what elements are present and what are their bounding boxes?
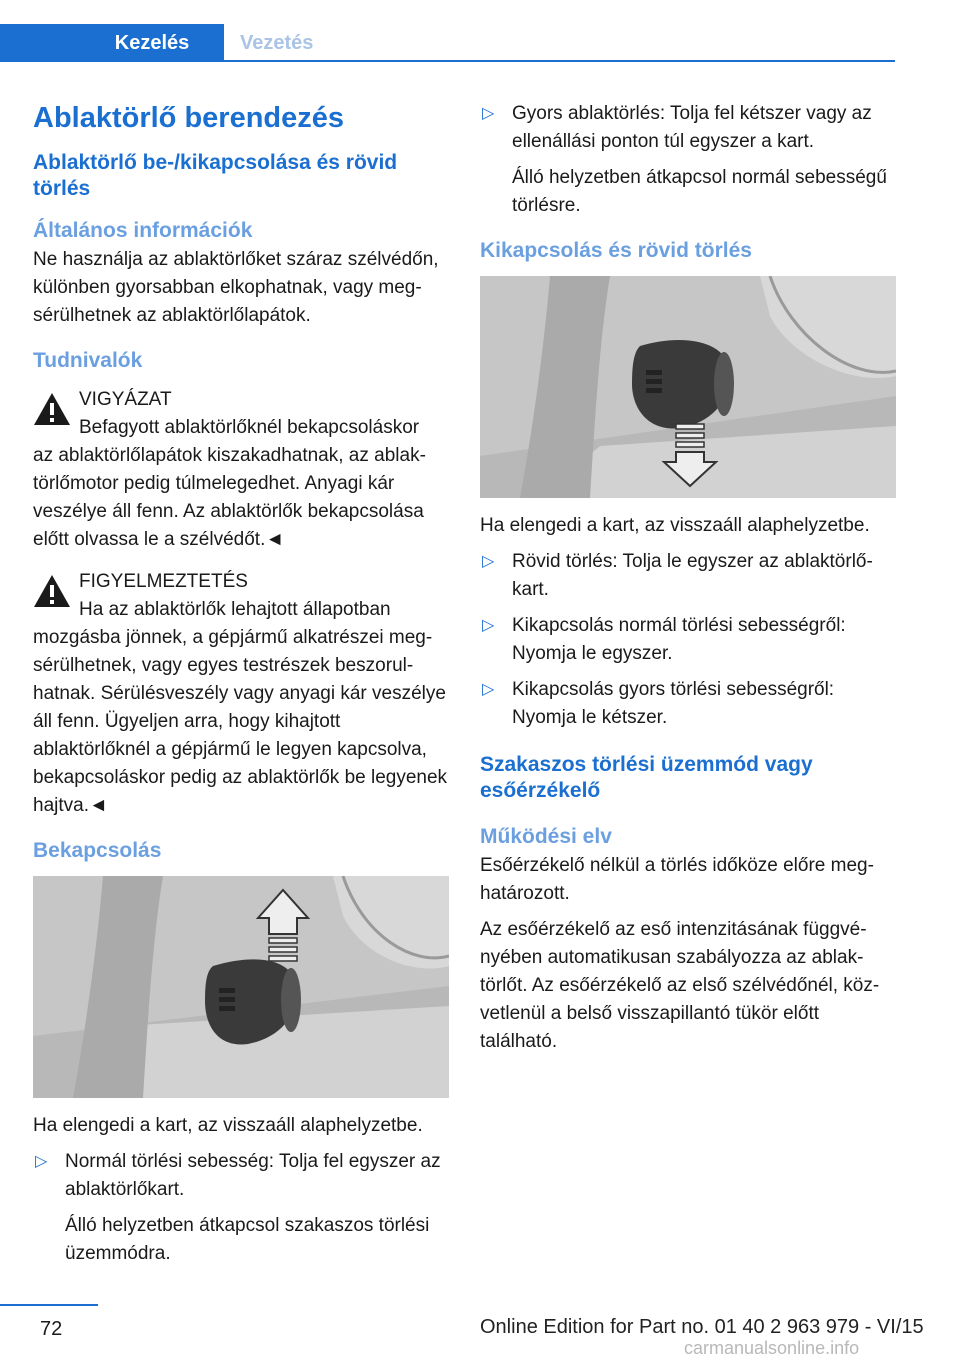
list-marker-icon: ▷ <box>482 681 495 698</box>
warning-box <box>33 568 449 820</box>
notes-heading: Tudnivalók <box>33 349 143 372</box>
tab-label: Kezelés <box>114 32 190 54</box>
tab-kezeles[interactable] <box>0 24 224 62</box>
list-item <box>480 612 896 668</box>
chapter-tabbar <box>0 24 895 62</box>
warning-triangle-icon <box>33 392 71 426</box>
list-item <box>480 548 896 604</box>
section-heading: Ablaktörlő be-/kikapcsolása és rövid törlés <box>33 151 398 200</box>
wiper-lever-up-illustration <box>33 876 449 1098</box>
list-item <box>480 100 896 220</box>
left-column <box>33 100 449 1276</box>
list-item <box>480 676 896 732</box>
list-item-text: Kikapcsolás gyors törlési sebességről: Nyomja le kétszer. <box>512 679 835 728</box>
principle-text: Az esőérzékelő az eső intenzitásának függvényében automatikusan szabályozza az ablaktörlőt. Az esőérzékelő az első szélvédőnél, közvetlenül a belső visszapillantó tükör előtt található. <box>480 919 880 1052</box>
caution-first-line: Befagyott ablaktörlőknél bekapcsoláskor <box>79 417 420 438</box>
caution-box <box>33 386 449 554</box>
tab-vezetes[interactable]: Vezetés <box>240 32 314 54</box>
page-number: 72 <box>40 1318 63 1340</box>
right-column <box>480 100 896 1064</box>
release-text: Ha elengedi a kart, az visszaáll alaphelyzetbe. <box>33 1115 423 1136</box>
tab-underline <box>0 60 895 62</box>
warning-text: mozgásba jönnek, a gépjármű alkatrészei megsérülhetnek, vagy egyes testrészek beszorulhatnak. Sérülésveszély vagy anyagi kár veszélye áll fenn. Ügyeljen arra, hogy kihajtott ablaktörlőknél a gépjármű le legyen kapcsolva, bekapcsoláskor pedig az ablaktörlők be legyenek hajtva.◄ <box>33 627 448 816</box>
list-marker-icon: ▷ <box>482 553 495 570</box>
warning-label: FIGYELMEZTETÉS <box>79 571 248 592</box>
general-info-heading: Általános információk <box>33 219 253 242</box>
warning-triangle-icon <box>33 574 71 608</box>
watermark: carmanualsonline.info <box>684 1338 860 1358</box>
principle-text: Esőérzékelő nélkül a törlés időköze előre meghatározott. <box>480 855 874 904</box>
switch-on-heading: Bekapcsolás <box>33 839 162 862</box>
list-item-subtext: Álló helyzetben átkapcsol normál sebességű törlésre. <box>512 167 887 216</box>
list-marker-icon: ▷ <box>482 105 495 122</box>
list-marker-icon: ▷ <box>482 617 495 634</box>
list-item-text: Gyors ablaktörlés: Tolja fel kétszer vagy az ellenállási ponton túl egyszer a kart. <box>512 103 872 152</box>
general-info-text: Ne használja az ablaktörlőket száraz szélvédőn, különben gyorsabban elkophatnak, vagy megsérülhetnek az ablaktörlőlapátok. <box>33 249 439 326</box>
caution-label: VIGYÁZAT <box>79 389 172 410</box>
list-marker-icon: ▷ <box>35 1153 48 1170</box>
caution-text: az ablaktörlőlapátok kiszakadhatnak, az ablaktörlőmotor pedig túlmelegedhet. Anyagi kár veszélye áll fenn. Az ablaktörlők bekapcsolása előtt olvassa le a szélvédőt.◄ <box>33 445 426 550</box>
wiper-lever-down-illustration <box>480 276 896 498</box>
list-item-text: Rövid törlés: Tolja le egyszer az ablaktörlőkart. <box>512 551 873 600</box>
warning-first-line: Ha az ablaktörlők lehajtott állapotban <box>79 599 391 620</box>
footer-rule <box>0 1304 98 1306</box>
page-title: Ablaktörlő berendezés <box>33 102 345 134</box>
list-item <box>33 1148 449 1268</box>
list-item-subtext: Álló helyzetben átkapcsol szakaszos törlési üzemmódra. <box>65 1215 430 1264</box>
list-item-text: Normál törlési sebesség: Tolja fel egyszer az ablaktörlőkart. <box>65 1151 441 1200</box>
off-heading: Kikapcsolás és rövid törlés <box>480 239 752 262</box>
interval-heading: Szakaszos törlési üzemmód vagy esőérzékelő <box>480 753 813 802</box>
release-text: Ha elengedi a kart, az visszaáll alaphelyzetbe. <box>480 515 870 536</box>
list-item-text: Kikapcsolás normál törlési sebességről: Nyomja le egyszer. <box>512 615 846 664</box>
principle-heading: Működési elv <box>480 825 612 848</box>
edition-text: Online Edition for Part no. 01 40 2 963 979 - VI/15 <box>480 1316 924 1338</box>
